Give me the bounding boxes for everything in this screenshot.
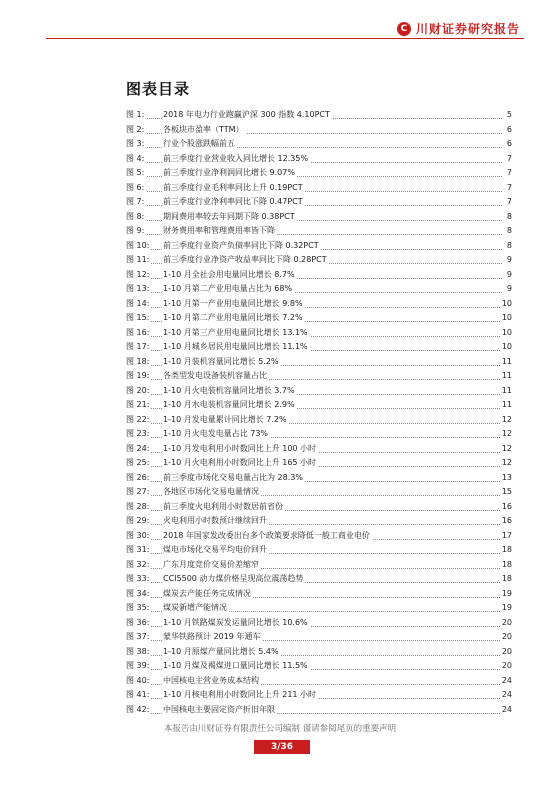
- toc-entry[interactable]: [126, 195, 512, 210]
- toc-figure-label: 图 7:: [126, 195, 146, 210]
- toc-figure-title[interactable]: 各类型发电设备装机容量占比: [163, 369, 269, 384]
- toc-figure-title[interactable]: 前三季度行业毛利率同比上升 0.19PCT: [163, 181, 305, 196]
- toc-figure-title[interactable]: 前三季度行业净资产收益率同比下降 0.28PCT: [163, 253, 329, 268]
- toc-entry[interactable]: [126, 674, 512, 689]
- toc-figure-title[interactable]: 前三季度行业净利率同比下降 0.47PCT: [163, 195, 305, 210]
- footer-disclaimer: 本报告由川财证券有限责任公司编制 谨请参阅尾页的重要声明: [163, 724, 397, 734]
- toc-entry[interactable]: [126, 326, 512, 341]
- toc-figure-title[interactable]: 1-10 月第三产业用电量同比增长 13.1%: [163, 326, 310, 341]
- toc-figure-label: 图 20:: [126, 384, 151, 399]
- header-divider: [46, 38, 524, 39]
- toc-figure-label: 图 17:: [126, 340, 151, 355]
- toc-figure-label: 图 19:: [126, 369, 151, 384]
- toc-page-number: 20: [500, 630, 512, 645]
- toc-entry[interactable]: [126, 659, 512, 674]
- toc-figure-label: 图 27:: [126, 485, 151, 500]
- toc-page-number: 10: [500, 326, 512, 341]
- toc-entry[interactable]: [126, 500, 512, 515]
- toc-figure-title[interactable]: 煤炭去产能任务完成情况: [163, 587, 253, 602]
- toc-page-number: 18: [500, 543, 512, 558]
- toc-figure-label: 图 23:: [126, 427, 151, 442]
- toc-entry[interactable]: [126, 688, 512, 703]
- toc-figure-label: 图 39:: [126, 659, 151, 674]
- toc-figure-label: 图 5:: [126, 166, 146, 181]
- toc-page-number: 24: [500, 674, 512, 689]
- toc-figure-label: 图 42:: [126, 703, 151, 718]
- toc-figure-title[interactable]: 1-10 月铁路煤炭发运量同比增长 10.6%: [163, 616, 310, 631]
- toc-page-number: 11: [500, 384, 512, 399]
- toc-entry[interactable]: [126, 297, 512, 312]
- toc-figure-label: 图 25:: [126, 456, 151, 471]
- page-number: 3/36: [254, 740, 310, 754]
- toc-figure-title[interactable]: 1-10 月第二产业用电量占比为 68%: [163, 282, 294, 297]
- toc-figure-title[interactable]: 财务费用率和管理费用率皆下降: [163, 224, 277, 239]
- toc-figure-label: 图 40:: [126, 674, 151, 689]
- toc-figure-label: 图 12:: [126, 268, 151, 283]
- toc-page-number: 13: [500, 471, 512, 486]
- toc-figure-label: 图 24:: [126, 442, 151, 457]
- toc-figure-label: 图 34:: [126, 587, 151, 602]
- toc-figure-title[interactable]: 煤电市场化交易平均电价回升: [163, 543, 269, 558]
- toc-entry[interactable]: [126, 369, 512, 384]
- toc-page-number: 20: [500, 659, 512, 674]
- toc-page-number: 5: [505, 108, 512, 123]
- toc-figure-title[interactable]: 中国核电主要固定资产折旧年限: [163, 703, 277, 718]
- toc-page-number: 15: [500, 485, 512, 500]
- toc-figure-title[interactable]: 蒙华铁路预计 2019 年通车: [163, 630, 262, 645]
- page-title: 图表目录: [126, 80, 191, 98]
- toc-figure-label: 图 30:: [126, 529, 151, 544]
- toc-page-number: 20: [500, 645, 512, 660]
- toc-figure-title[interactable]: 前三季度火电利用小时数居前省份: [163, 500, 285, 515]
- toc-figure-title[interactable]: 各板块市盈率（TTM）: [163, 123, 246, 138]
- toc-page-number: 7: [505, 152, 512, 167]
- toc-entry[interactable]: [126, 514, 512, 529]
- toc-page-number: 12: [500, 456, 512, 471]
- toc-figure-label: 图 33:: [126, 572, 151, 587]
- toc-page-number: 16: [500, 500, 512, 515]
- toc-figure-label: 图 36:: [126, 616, 151, 631]
- brand: [397, 20, 520, 37]
- page-header: [0, 0, 560, 56]
- toc-figure-title[interactable]: 2018 年国家发改委出台多个政策要求降低一般工商业电价: [163, 529, 372, 544]
- toc-page-number: 10: [500, 340, 512, 355]
- toc-entry[interactable]: [126, 558, 512, 573]
- toc-page-number: 19: [500, 601, 512, 616]
- toc-entry[interactable]: [126, 427, 512, 442]
- toc-figure-title[interactable]: 2018 年电力行业跑赢沪深 300 指数 4.10PCT: [163, 108, 332, 123]
- toc-page-number: 12: [500, 442, 512, 457]
- toc-figure-label: 图 26:: [126, 471, 151, 486]
- toc-figure-label: 图 15:: [126, 311, 151, 326]
- toc-figure-title[interactable]: 期间费用率较去年同期下降 0.38PCT: [163, 210, 297, 225]
- toc-figure-label: 图 38:: [126, 645, 151, 660]
- toc-entry[interactable]: [126, 413, 512, 428]
- toc-figure-title[interactable]: 1-10 月核电利用小时数同比上升 211 小时: [163, 688, 318, 703]
- toc-page-number: 8: [505, 210, 512, 225]
- toc-figure-title[interactable]: 1-10 月城乡居民用电量同比增长 11.1%: [163, 340, 310, 355]
- toc-entry[interactable]: [126, 224, 512, 239]
- toc-page-number: 24: [500, 688, 512, 703]
- toc-figure-label: 图 16:: [126, 326, 151, 341]
- toc-entry[interactable]: [126, 471, 512, 486]
- toc-figure-title[interactable]: 1-10 月全社会用电量同比增长 8.7%: [163, 268, 297, 283]
- toc-figure-label: 图 31:: [126, 543, 151, 558]
- toc-figure-label: 图 21:: [126, 398, 151, 413]
- toc-figure-label: 图 18:: [126, 355, 151, 370]
- toc-figure-label: 图 35:: [126, 601, 151, 616]
- toc-entry[interactable]: [126, 645, 512, 660]
- toc-entry[interactable]: [126, 210, 512, 225]
- toc-figure-title[interactable]: 前三季度行业资产负债率同比下降 0.32PCT: [163, 239, 321, 254]
- toc-entry[interactable]: [126, 442, 512, 457]
- toc-entry[interactable]: [126, 616, 512, 631]
- toc-figure-label: 图 4:: [126, 152, 146, 167]
- toc-entry[interactable]: [126, 572, 512, 587]
- toc-page-number: 18: [500, 572, 512, 587]
- toc-page-number: 20: [500, 616, 512, 631]
- toc-figure-title[interactable]: 1-10 月第一产业用电量同比增长 9.8%: [163, 297, 305, 312]
- toc-page-number: 17: [500, 529, 512, 544]
- sichuan-finance-logo-icon: C: [397, 22, 411, 36]
- toc-figure-title[interactable]: 1-10 月原煤产量同比增长 5.4%: [163, 645, 281, 660]
- toc-figure-title[interactable]: 前三季度行业净利润同比增长 9.07%: [163, 166, 297, 181]
- toc-entry[interactable]: [126, 166, 512, 181]
- toc-figure-label: 图 29:: [126, 514, 151, 529]
- toc-figure-label: 图 11:: [126, 253, 151, 268]
- toc-figure-label: 图 9:: [126, 224, 146, 239]
- toc-page-number: 16: [500, 514, 512, 529]
- toc-figure-title[interactable]: 前三季度行业营业收入同比增长 12.35%: [163, 152, 310, 167]
- toc-figure-label: 图 14:: [126, 297, 151, 312]
- toc-figure-title[interactable]: 1-10 月发电量累计同比增长 7.2%: [163, 413, 289, 428]
- toc-figure-label: 图 8:: [126, 210, 146, 225]
- toc-figure-label: 图 1:: [126, 108, 146, 123]
- toc-figure-title[interactable]: 1-10 月第二产业用电量同比增长 7.2%: [163, 311, 305, 326]
- toc-figure-title[interactable]: 1-10 月装机容量同比增长 5.2%: [163, 355, 281, 370]
- toc-page-number: 7: [505, 195, 512, 210]
- toc-figure-title[interactable]: 各地区市场化交易电量情况: [163, 485, 261, 500]
- toc-figure-title[interactable]: 1-10 月火电利用小时数同比上升 165 小时: [163, 456, 318, 471]
- toc-page-number: 6: [505, 123, 512, 138]
- toc-entry[interactable]: [126, 630, 512, 645]
- toc-entry[interactable]: [126, 398, 512, 413]
- toc-figure-title[interactable]: 前三季度市场化交易电量占比为 28.3%: [163, 471, 305, 486]
- toc-entry[interactable]: [126, 239, 512, 254]
- toc-figure-label: 图 2:: [126, 123, 146, 138]
- toc-entry[interactable]: [126, 123, 512, 138]
- toc-entry[interactable]: [126, 311, 512, 326]
- toc-entry[interactable]: [126, 587, 512, 602]
- toc-entry[interactable]: [126, 384, 512, 399]
- toc-page-number: 8: [505, 239, 512, 254]
- toc-page-number: 24: [500, 703, 512, 718]
- toc-figure-label: 图 28:: [126, 500, 151, 515]
- toc-figure-label: 图 10:: [126, 239, 151, 254]
- toc-page-number: 19: [500, 587, 512, 602]
- toc-entry[interactable]: [126, 543, 512, 558]
- toc-page-number: 12: [500, 427, 512, 442]
- brand-name: 川财证券研究报告: [415, 22, 520, 36]
- toc-figure-title[interactable]: 火电利用小时数预计继续回升: [163, 514, 269, 529]
- toc-page-number: 11: [500, 369, 512, 384]
- toc-page-number: 7: [505, 181, 512, 196]
- toc-entry[interactable]: [126, 282, 512, 297]
- toc-entry[interactable]: [126, 601, 512, 616]
- toc-figure-title[interactable]: 1-10 月水电装机容量同比增长 2.9%: [163, 398, 297, 413]
- toc-page-number: 9: [505, 282, 512, 297]
- toc-entry[interactable]: [126, 703, 512, 718]
- toc-figure-title[interactable]: CCI5500 动力煤价格呈现高位震荡趋势: [163, 572, 305, 587]
- toc-entry[interactable]: [126, 108, 512, 123]
- toc-entry[interactable]: [126, 456, 512, 471]
- toc-figure-title[interactable]: 1-10 月煤及褐煤进口量同比增长 11.5%: [163, 659, 310, 674]
- figure-list: [126, 108, 512, 717]
- toc-entry[interactable]: [126, 340, 512, 355]
- toc-figure-title[interactable]: 1-10 月火电发电量占比 73%: [163, 427, 270, 442]
- toc-page-number: 6: [505, 137, 512, 152]
- toc-figure-title[interactable]: 1-10 月火电装机容量同比增长 3.7%: [163, 384, 297, 399]
- toc-page-number: 8: [505, 224, 512, 239]
- toc-figure-title[interactable]: 广东月度竞价交易价差缩窄: [163, 558, 261, 573]
- toc-figure-label: 图 37:: [126, 630, 151, 645]
- toc-figure-title[interactable]: 行业个股涨跌幅前五: [163, 137, 237, 152]
- toc-page-number: 10: [500, 311, 512, 326]
- toc-page-number: 10: [500, 297, 512, 312]
- toc-figure-title[interactable]: 煤炭新增产能情况: [163, 601, 229, 616]
- toc-page-number: 9: [505, 268, 512, 283]
- toc-entry[interactable]: [126, 152, 512, 167]
- toc-entry[interactable]: [126, 529, 512, 544]
- toc-entry[interactable]: [126, 181, 512, 196]
- toc-figure-label: 图 22:: [126, 413, 151, 428]
- toc-page-number: 18: [500, 558, 512, 573]
- toc-figure-label: 图 13:: [126, 282, 151, 297]
- toc-page-number: 11: [500, 355, 512, 370]
- toc-figure-title[interactable]: 1-10 月发电利用小时数同比上升 100 小时: [163, 442, 318, 457]
- toc-page-number: 11: [500, 398, 512, 413]
- toc-figure-label: 图 41:: [126, 688, 151, 703]
- toc-figure-label: 图 6:: [126, 181, 146, 196]
- toc-figure-label: 图 32:: [126, 558, 151, 573]
- toc-entry[interactable]: [126, 485, 512, 500]
- toc-page-number: 9: [505, 253, 512, 268]
- toc-entry[interactable]: [126, 253, 512, 268]
- toc-figure-label: 图 3:: [126, 137, 146, 152]
- toc-figure-title[interactable]: 中国核电主营业务成本结构: [163, 674, 261, 689]
- toc-entry[interactable]: [126, 137, 512, 152]
- toc-entry[interactable]: [126, 268, 512, 283]
- toc-entry[interactable]: [126, 355, 512, 370]
- toc-page-number: 7: [505, 166, 512, 181]
- toc-page-number: 12: [500, 413, 512, 428]
